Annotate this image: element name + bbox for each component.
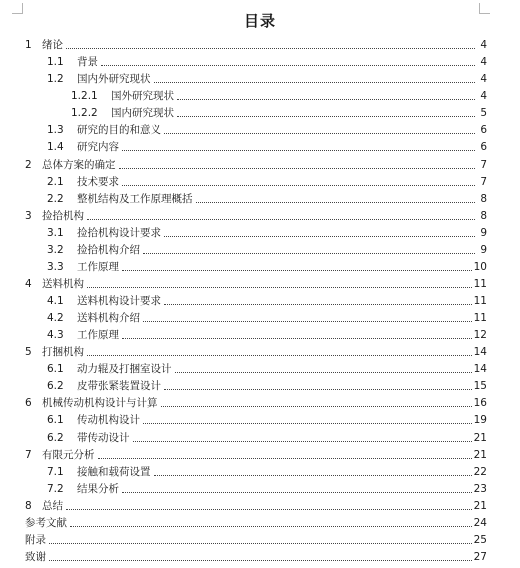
toc-entry[interactable]	[25, 205, 487, 222]
toc-entry-title: 国内研究现状	[111, 107, 174, 120]
toc-entry[interactable]	[25, 239, 487, 256]
leader-dots	[87, 287, 472, 288]
toc-entry[interactable]	[25, 444, 487, 461]
leader-dots	[164, 389, 472, 390]
toc-entry[interactable]	[25, 51, 487, 68]
toc-entry-page: 7	[480, 158, 487, 171]
toc-entry-page: 4	[480, 39, 487, 52]
toc-entry-page: 9	[480, 243, 487, 256]
toc-entry-page: 11	[473, 277, 487, 290]
toc-entry-page: 24	[473, 516, 487, 529]
toc-entry[interactable]	[25, 34, 487, 51]
toc-entry-page: 4	[480, 73, 487, 86]
toc-entry-title: 参考文献	[25, 516, 67, 529]
toc-entry-page: 23	[473, 482, 487, 495]
toc-entry-page: 4	[480, 56, 487, 69]
toc-entry-number: 7.1	[47, 465, 64, 478]
toc-entry-page: 27	[473, 550, 487, 563]
toc-entry-number: 6.2	[47, 431, 64, 444]
leader-dots	[154, 82, 476, 83]
toc-entry-title: 国外研究现状	[111, 90, 174, 103]
toc-entry-page: 16	[473, 397, 487, 410]
toc-entry[interactable]	[25, 256, 487, 273]
toc-entry-page: 8	[480, 209, 487, 222]
leader-dots	[177, 99, 475, 100]
toc-entry-title: 捡拾机构	[42, 209, 84, 222]
toc-entry-title: 送料机构介绍	[77, 312, 140, 325]
toc-entry-page: 22	[473, 465, 487, 478]
toc-entry-page: 15	[473, 380, 487, 393]
toc-entry-title: 接触和载荷设置	[77, 465, 151, 478]
toc-entry-page: 5	[480, 107, 487, 120]
toc-entry-title: 国内外研究现状	[77, 73, 151, 86]
toc-entry-number: 7.2	[47, 482, 64, 495]
toc-entry-title: 动力辊及打捆室设计	[77, 363, 172, 376]
toc-entry[interactable]	[25, 495, 487, 512]
toc-entry[interactable]	[25, 136, 487, 153]
leader-dots	[122, 270, 472, 271]
toc-entry-title: 工作原理	[77, 260, 119, 273]
toc-entry-title: 传动机构设计	[77, 414, 140, 427]
toc-entry-page: 11	[473, 295, 487, 307]
leader-dots	[161, 406, 472, 407]
toc-entry-number: 1.3	[47, 124, 64, 137]
toc-entry[interactable]	[25, 273, 487, 290]
toc-entry-page: 25	[473, 533, 487, 546]
toc-entry[interactable]	[25, 222, 487, 239]
toc-entry-number: 7	[25, 448, 32, 461]
toc-entry[interactable]	[25, 119, 487, 136]
toc-entry-page: 14	[473, 363, 487, 376]
leader-dots	[66, 48, 475, 49]
toc-entry-title: 结果分析	[77, 482, 119, 495]
toc-entry-title: 技术要求	[77, 175, 119, 188]
leader-dots	[164, 133, 475, 134]
toc-entry[interactable]	[25, 85, 487, 102]
toc-entry[interactable]	[25, 461, 487, 478]
toc-entry-title: 研究内容	[77, 141, 119, 154]
toc-entry-title: 打捆机构	[42, 346, 84, 359]
toc-entry-number: 6.1	[47, 363, 64, 376]
toc-entry[interactable]	[25, 153, 487, 170]
leader-dots	[175, 372, 472, 373]
toc-entry-title: 有限元分析	[42, 448, 95, 461]
leader-dots	[98, 458, 472, 459]
table-of-contents	[25, 34, 487, 563]
toc-entry-number: 1	[25, 39, 32, 52]
toc-entry-page: 8	[480, 192, 487, 205]
toc-title: 目录	[243, 12, 276, 30]
leader-dots	[154, 475, 472, 476]
leader-dots	[122, 150, 475, 151]
toc-entry-page: 19	[473, 414, 487, 427]
toc-entry-number: 5	[25, 346, 32, 359]
toc-entry-title: 总体方案的确定	[42, 158, 116, 171]
leader-dots	[164, 236, 475, 237]
toc-entry-page: 11	[473, 312, 487, 325]
toc-entry-number: 1.2.1	[71, 90, 98, 103]
toc-entry-title: 送料机构	[42, 277, 84, 290]
toc-entry-title: 捡拾机构设计要求	[77, 226, 161, 239]
toc-entry[interactable]	[25, 375, 487, 392]
toc-entry-number: 6.1	[47, 414, 64, 427]
toc-entry-page: 7	[480, 175, 487, 188]
toc-entry-page: 9	[480, 226, 487, 239]
toc-entry[interactable]	[25, 426, 487, 443]
toc-entry-number: 6.2	[47, 380, 64, 393]
toc-entry-number: 3.3	[47, 260, 64, 273]
toc-entry-number: 1.4	[47, 141, 64, 154]
toc-entry[interactable]	[25, 307, 487, 324]
toc-entry-title: 背景	[77, 56, 98, 69]
toc-entry-number: 3.1	[47, 226, 64, 239]
leader-dots	[122, 492, 472, 493]
toc-entry-page: 21	[473, 499, 487, 512]
toc-entry-title: 捡拾机构介绍	[77, 243, 140, 256]
toc-entry-title: 研究的目的和意义	[77, 124, 161, 137]
toc-entry[interactable]	[25, 358, 487, 375]
leader-dots	[122, 338, 472, 339]
toc-entry-number: 2	[25, 158, 32, 171]
toc-entry-number: 6	[25, 397, 32, 410]
toc-entry-page: 6	[480, 124, 487, 137]
leader-dots	[49, 560, 472, 561]
toc-entry-title: 致谢	[25, 550, 46, 563]
toc-entry-page: 21	[473, 431, 487, 444]
leader-dots	[143, 423, 472, 424]
toc-entry-number: 8	[25, 499, 32, 512]
toc-entry-number: 1.2	[47, 73, 64, 86]
toc-entry-title: 送料机构设计要求	[77, 295, 161, 307]
leader-dots	[164, 304, 472, 305]
toc-entry-title: 附录	[25, 533, 46, 546]
toc-entry-number: 2.2	[47, 192, 64, 205]
leader-dots	[122, 185, 475, 186]
leader-dots	[177, 116, 475, 117]
leader-dots	[143, 253, 475, 254]
toc-entry-number: 4	[25, 277, 32, 290]
leader-dots	[66, 509, 472, 510]
toc-entry-page: 4	[480, 90, 487, 103]
toc-entry[interactable]	[25, 171, 487, 188]
toc-entry-title: 总结	[42, 499, 63, 512]
leader-dots	[143, 321, 472, 322]
toc-entry-page: 12	[473, 329, 487, 342]
toc-entry[interactable]	[25, 68, 487, 85]
toc-entry-number: 3.2	[47, 243, 64, 256]
toc-entry-number: 4.3	[47, 329, 64, 342]
toc-entry[interactable]	[25, 478, 487, 495]
leader-dots	[133, 441, 472, 442]
leader-dots	[87, 219, 475, 220]
toc-entry-title: 整机结构及工作原理概括	[77, 192, 193, 205]
leader-dots	[196, 202, 476, 203]
leader-dots	[101, 65, 475, 66]
toc-entry[interactable]	[25, 341, 487, 358]
leader-dots	[87, 355, 472, 356]
toc-entry[interactable]	[25, 290, 487, 307]
leader-dots	[49, 543, 472, 544]
toc-entry[interactable]	[25, 529, 487, 546]
toc-entry-title: 皮带张紧装置设计	[77, 380, 161, 393]
toc-entry[interactable]	[25, 392, 487, 409]
leader-dots	[70, 526, 472, 527]
toc-entry-page: 21	[473, 448, 487, 461]
toc-entry[interactable]	[25, 324, 487, 341]
toc-entry-title: 带传动设计	[77, 431, 130, 444]
toc-entry-number: 1.1	[47, 56, 64, 69]
toc-entry-page: 6	[480, 141, 487, 154]
toc-entry[interactable]	[25, 512, 487, 529]
toc-entry-page: 10	[473, 260, 487, 273]
toc-entry-page: 14	[473, 346, 487, 359]
toc-entry-title: 工作原理	[77, 329, 119, 342]
toc-entry-number: 3	[25, 209, 32, 222]
toc-entry-number: 4.1	[47, 295, 64, 307]
leader-dots	[119, 168, 476, 169]
toc-entry-title: 绪论	[42, 39, 63, 52]
toc-entry[interactable]	[25, 188, 487, 205]
toc-entry-number: 2.1	[47, 175, 64, 188]
toc-entry[interactable]	[25, 409, 487, 426]
toc-entry-number: 4.2	[47, 312, 64, 325]
toc-entry[interactable]	[25, 102, 487, 119]
toc-entry[interactable]	[25, 546, 487, 563]
toc-entry-number: 1.2.2	[71, 107, 98, 120]
toc-entry-title: 机械传动机构设计与计算	[42, 397, 158, 410]
